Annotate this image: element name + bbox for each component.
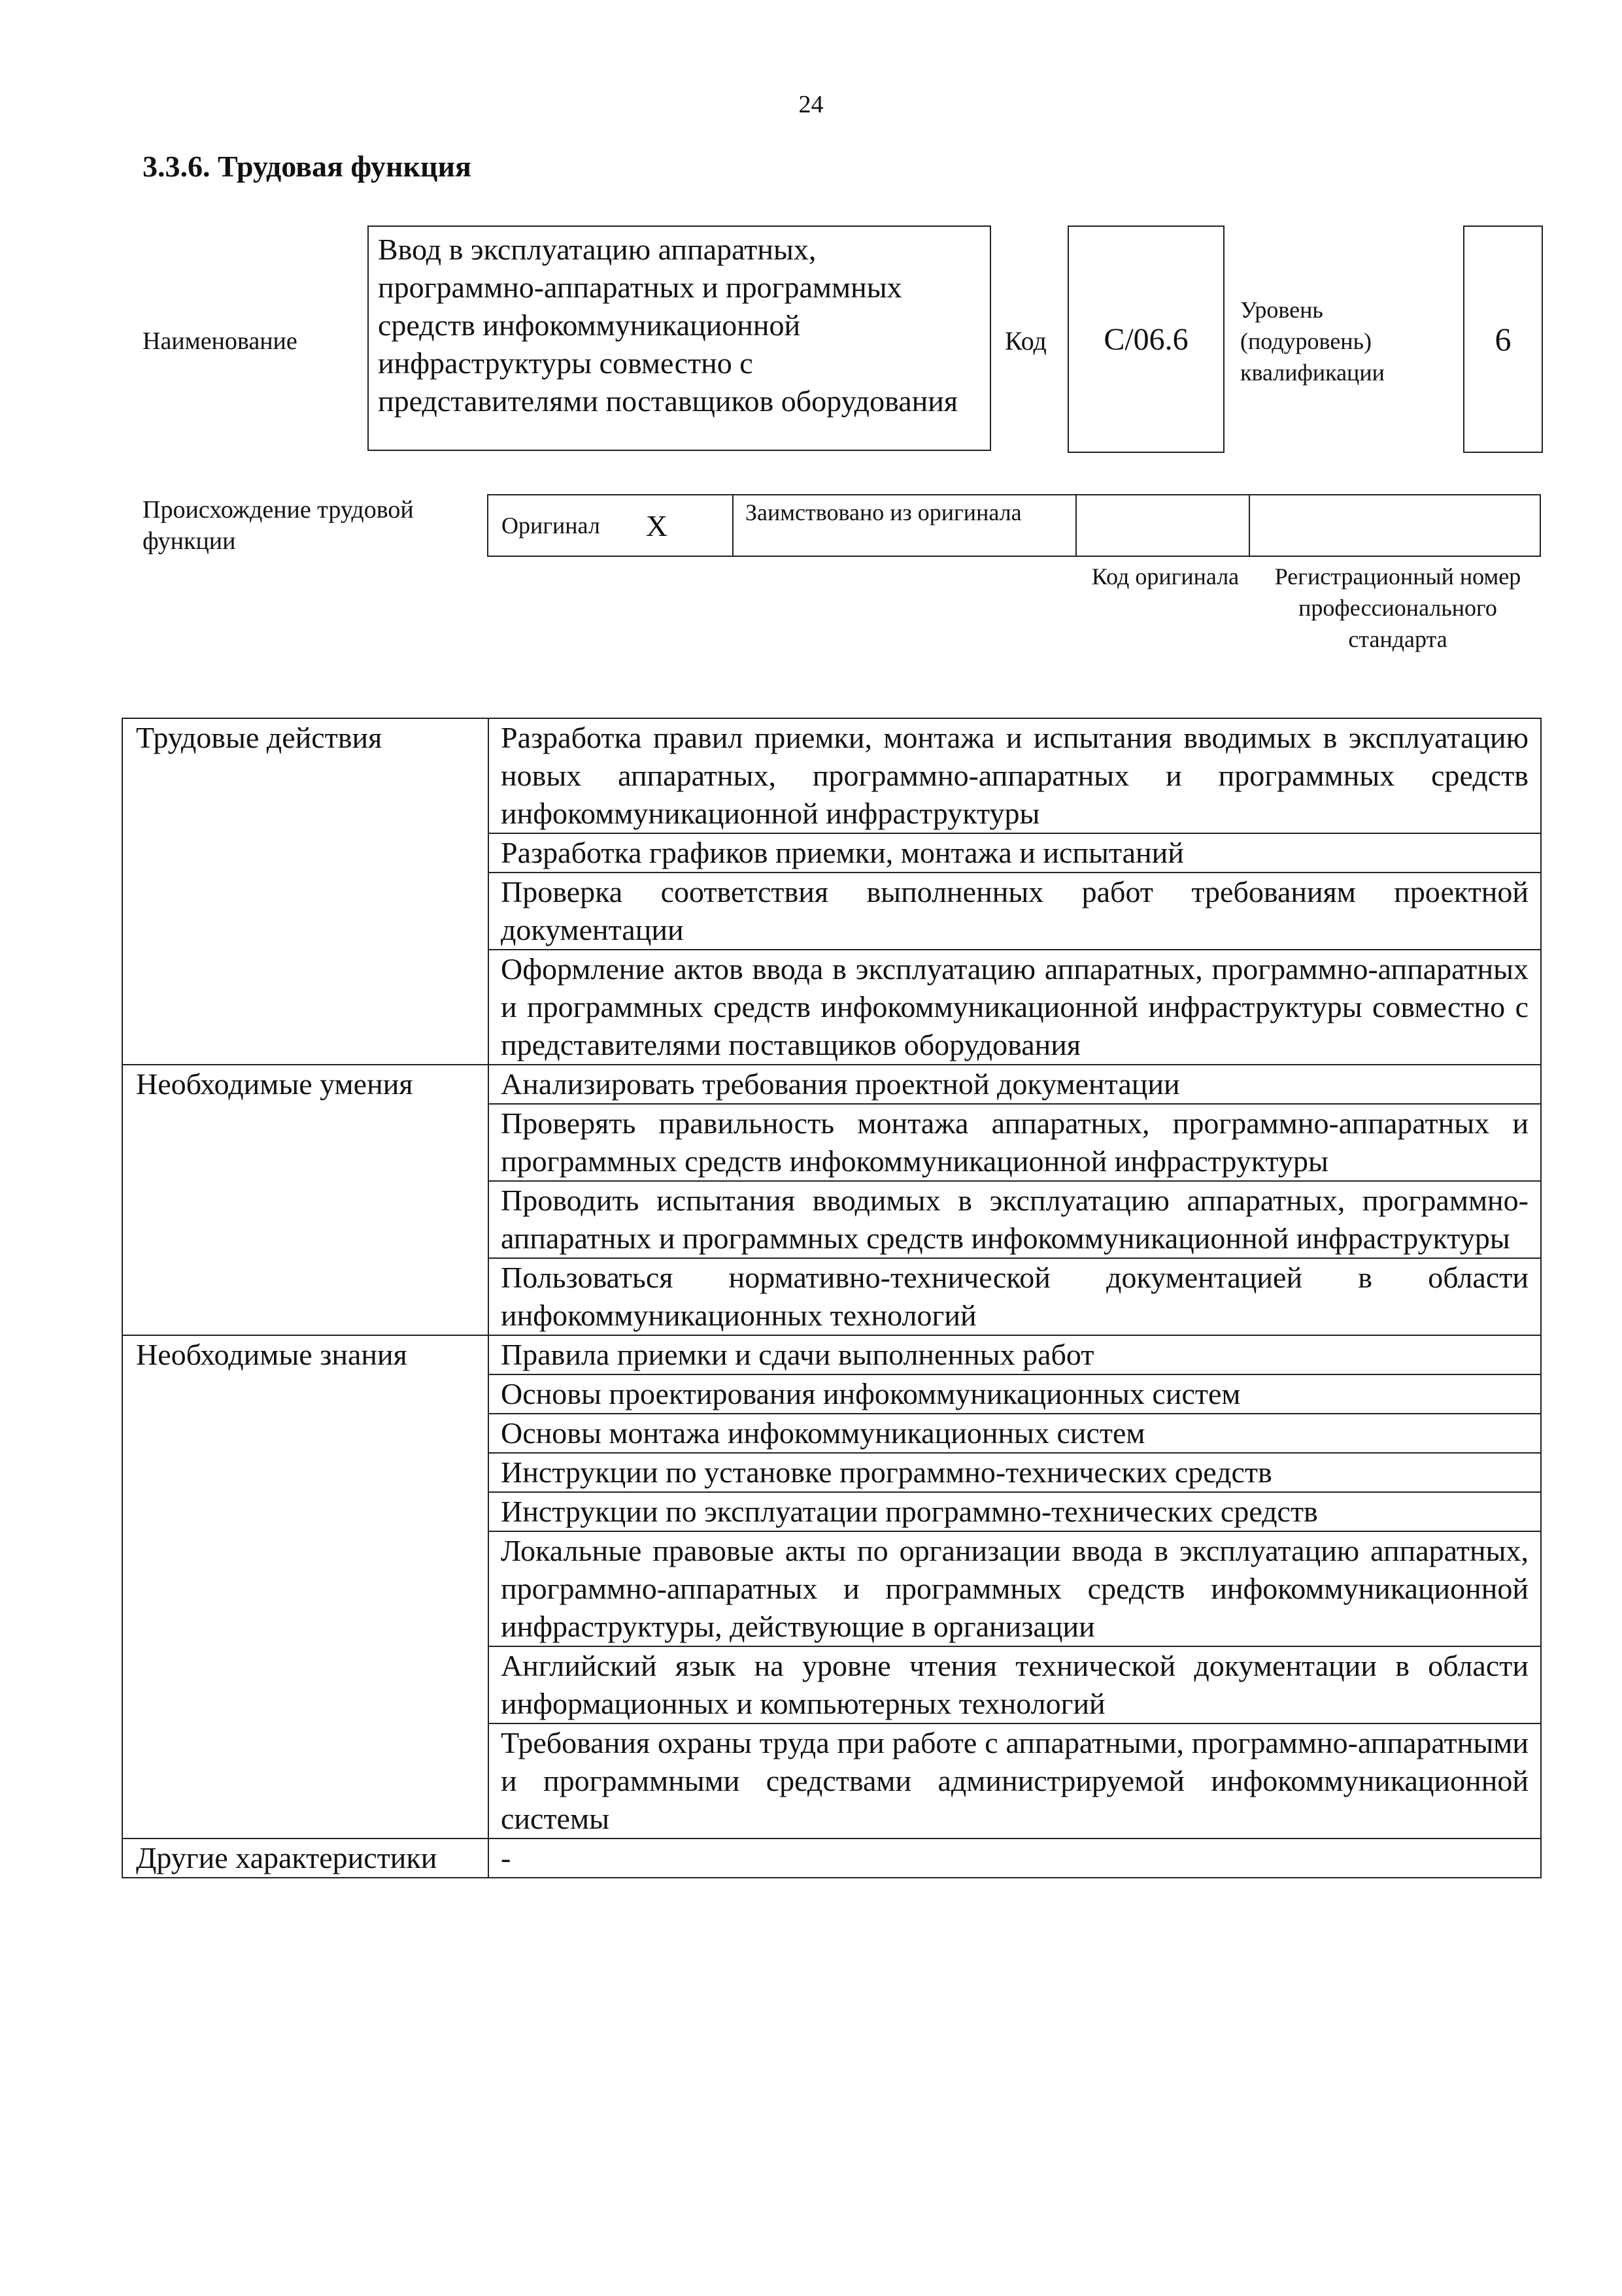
level-label: Уровень (подуровень) квалификации: [1240, 297, 1385, 386]
competency-table-body: [122, 718, 1541, 1878]
competency-table: [122, 718, 1542, 1878]
category-cell: Необходимые знания: [122, 1335, 488, 1838]
table-row: [122, 1065, 1541, 1104]
item-cell: Правила приемки и сдачи выполненных работ: [488, 1335, 1541, 1374]
page-number: 24: [798, 91, 824, 118]
origin-label: Происхождение трудовой функции: [143, 496, 414, 555]
table-row: [122, 1335, 1541, 1374]
origin-original-mark: X: [645, 508, 668, 542]
category-cell: Другие характеристики: [122, 1838, 488, 1878]
item-cell: Инструкции по установке программно-технических средств: [488, 1453, 1541, 1492]
code-label: Код: [1005, 326, 1047, 356]
code-box: C/06.6: [1068, 225, 1225, 453]
item-cell: Пользоваться нормативно-технической документацией в области инфокоммуникационных технологий: [488, 1258, 1541, 1335]
origin-table: [487, 494, 1541, 557]
item-cell: Разработка правил приемки, монтажа и испытания вводимых в эксплуатацию новых аппаратных, программно-аппаратных и программных средств инфокоммуникационной инфраструктуры: [488, 718, 1541, 833]
item-cell: Требования охраны труда при работе с аппаратными, программно-аппаратными и программными средствами администрируемой инфокоммуникационной системы: [488, 1723, 1541, 1838]
item-cell: Английский язык на уровне чтения технической документации в области информационных и компьютерных технологий: [488, 1646, 1541, 1723]
table-row: [122, 1838, 1541, 1878]
origin-original-label: Оригинал: [501, 512, 600, 539]
level-box: 6: [1463, 225, 1543, 453]
origin-original-cell: [488, 495, 734, 556]
item-cell: Анализировать требования проектной документации: [488, 1065, 1541, 1104]
origin-code-cell: [1077, 495, 1250, 556]
caption-registration-number: Регистрационный номер профессионального стандарта: [1274, 563, 1521, 652]
category-cell: Трудовые действия: [122, 718, 488, 1065]
origin-reg-cell: [1250, 495, 1540, 556]
item-cell: Оформление актов ввода в эксплуатацию аппаратных, программно-аппаратных и программных средств инфокоммуникационной инфраструктуры совместно с представителями поставщиков оборудования: [488, 950, 1541, 1065]
table-row: [122, 718, 1541, 833]
item-cell: Проверять правильность монтажа аппаратных, программно-аппаратных и программных средств инфокоммуникационной инфраструктуры: [488, 1104, 1541, 1181]
item-cell: Проверка соответствия выполненных работ требованиям проектной документации: [488, 873, 1541, 950]
caption-code-original: Код оригинала: [1091, 563, 1240, 590]
item-cell: Основы проектирования инфокоммуникационных систем: [488, 1374, 1541, 1414]
section-title: 3.3.6. Трудовая функция: [143, 150, 471, 183]
item-cell: Проводить испытания вводимых в эксплуатацию аппаратных, программно-аппаратных и программных средств инфокоммуникационной инфраструктуры: [488, 1181, 1541, 1258]
origin-borrowed-cell: Заимствовано из оригинала: [734, 495, 1077, 556]
naming-label: Наименование: [143, 327, 297, 355]
item-cell: Разработка графиков приемки, монтажа и испытаний: [488, 833, 1541, 873]
function-name-box: Ввод в эксплуатацию аппаратных, программно-аппаратных и программных средств инфокоммуникационной инфраструктуры совместно с представителями поставщиков оборудования: [367, 225, 991, 451]
item-cell: Инструкции по эксплуатации программно-технических средств: [488, 1492, 1541, 1531]
item-cell: Основы монтажа инфокоммуникационных систем: [488, 1414, 1541, 1453]
item-cell: Локальные правовые акты по организации ввода в эксплуатацию аппаратных, программно-аппаратных и программных средств инфокоммуникационной инфраструктуры, действующие в организации: [488, 1531, 1541, 1646]
category-cell: Необходимые умения: [122, 1065, 488, 1335]
item-cell: -: [488, 1838, 1541, 1878]
